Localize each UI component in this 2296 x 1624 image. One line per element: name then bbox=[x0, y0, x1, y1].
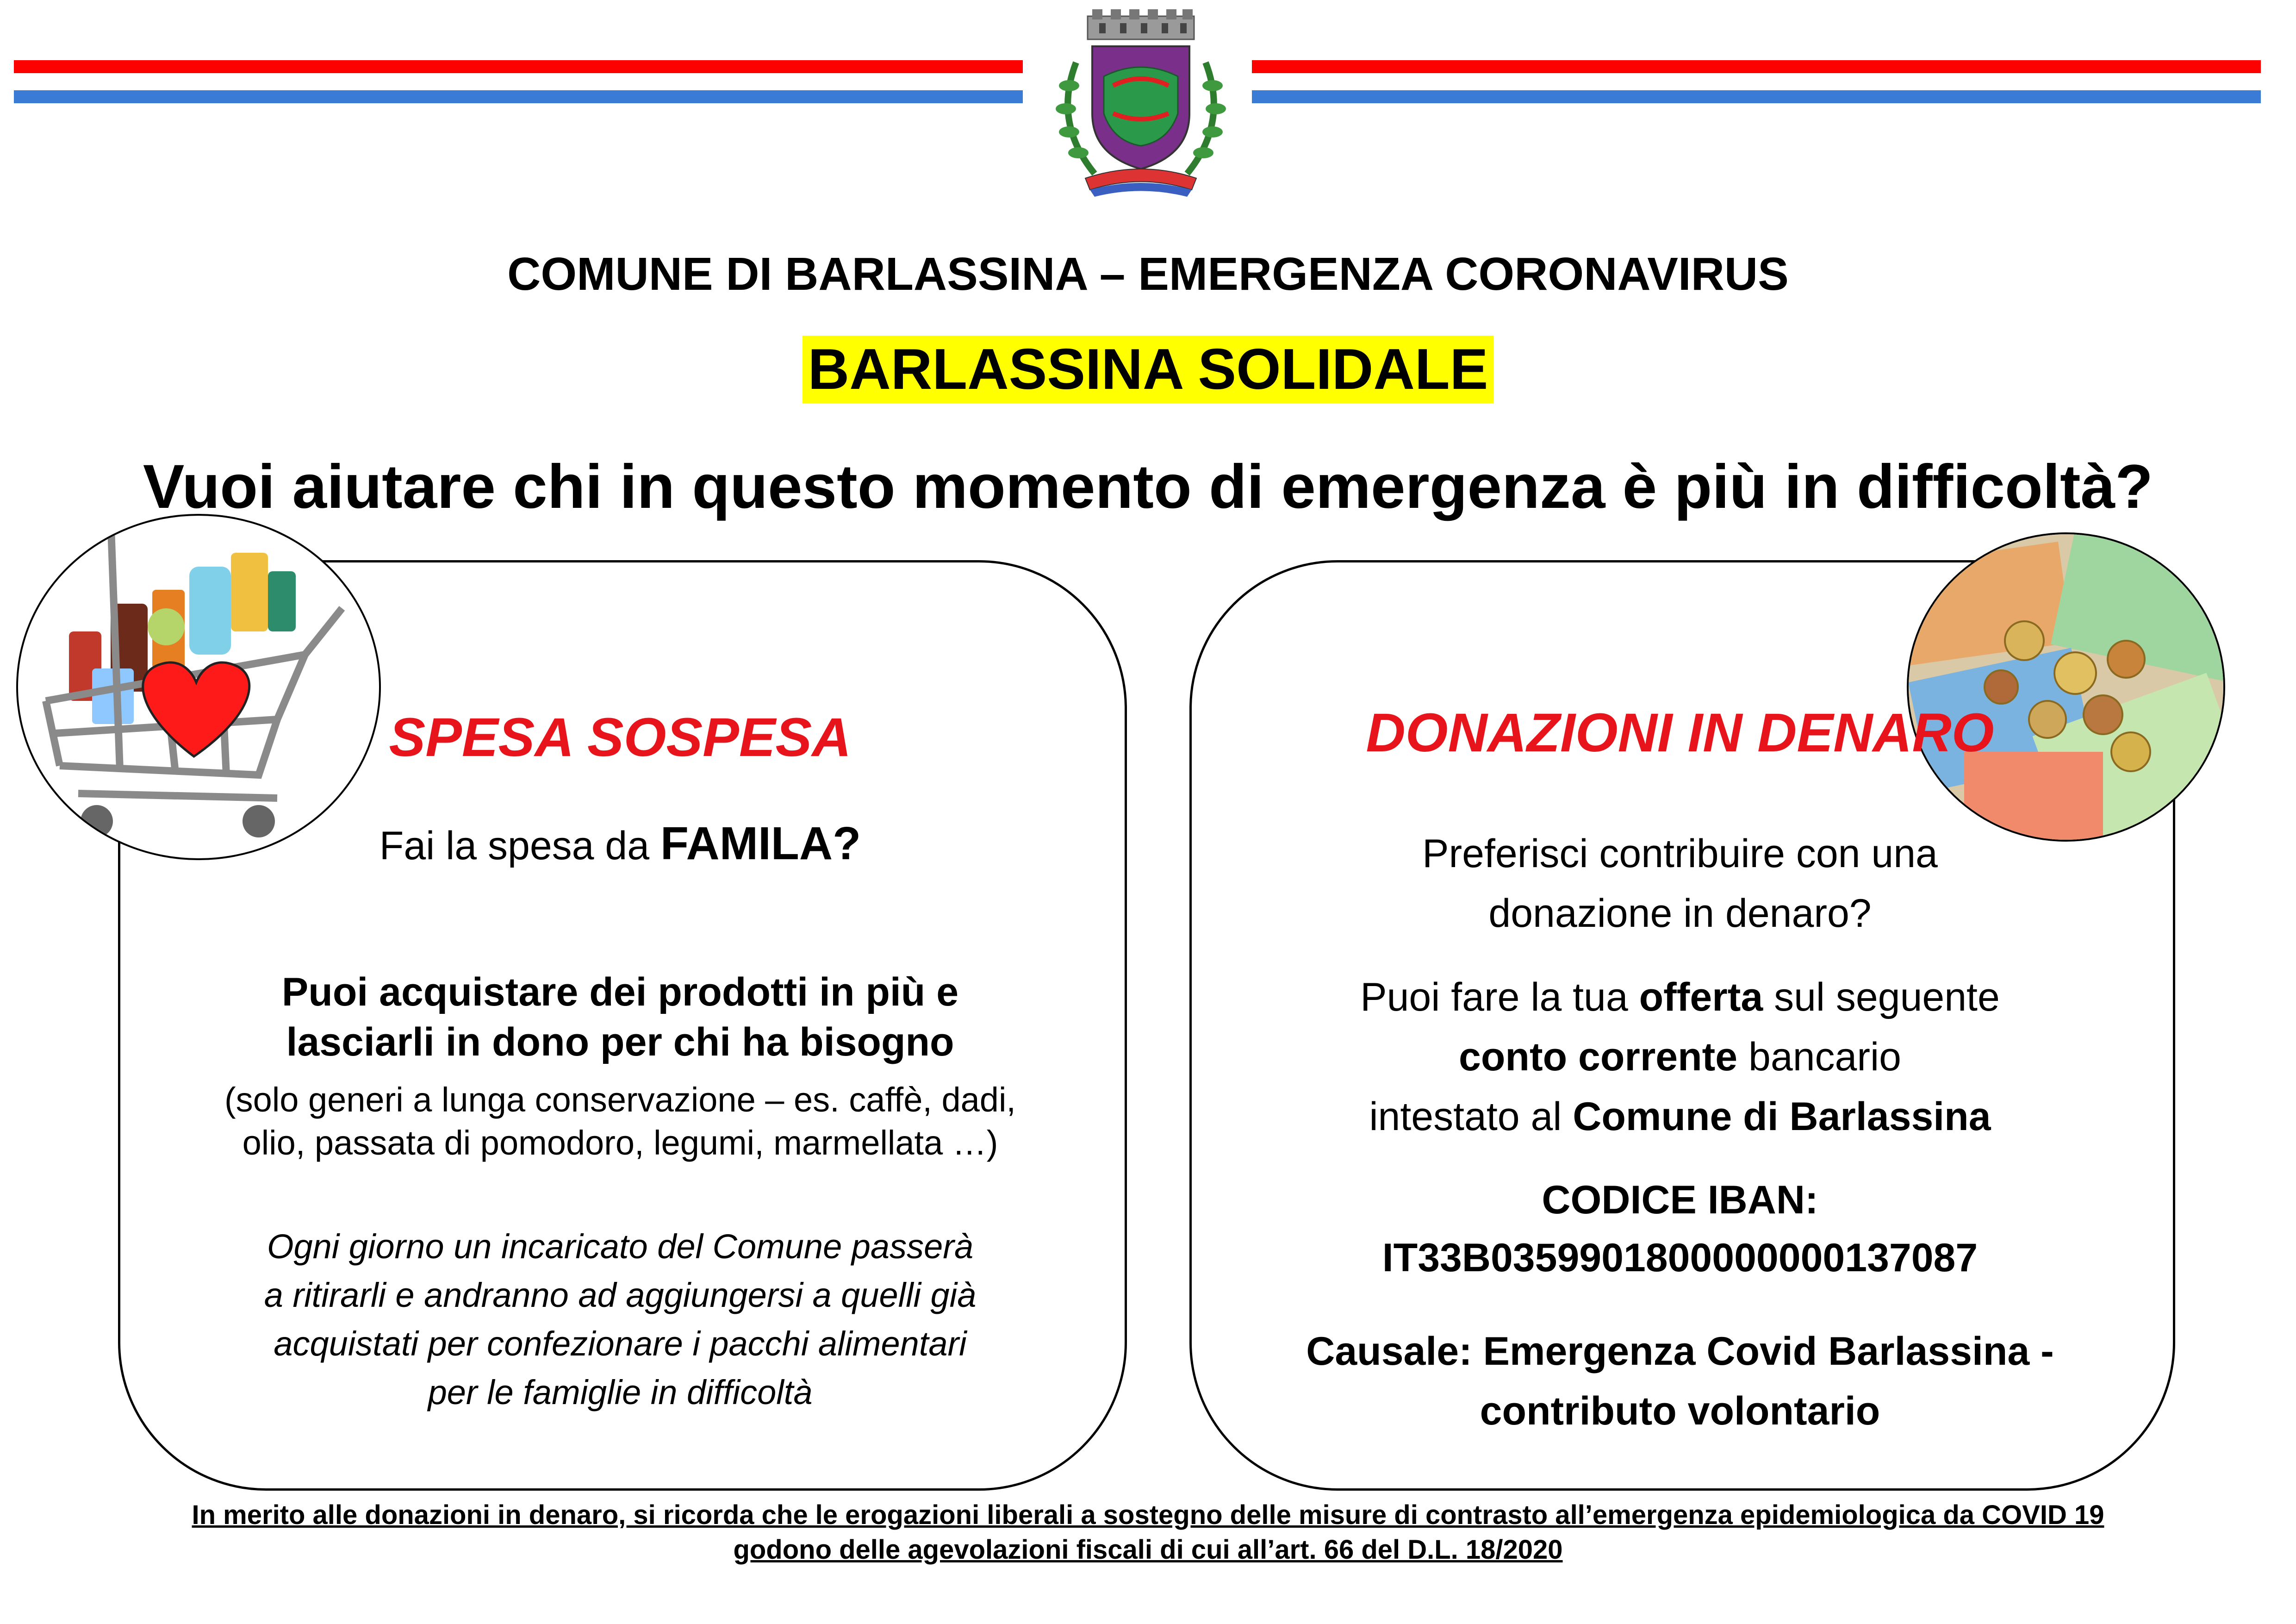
famila-store-name: FAMILA? bbox=[660, 818, 861, 869]
purchase-line-1: Puoi acquistare dei prodotti in più e bbox=[281, 970, 959, 1014]
bank-info-text: bancario bbox=[1737, 1035, 1901, 1079]
donation-question bbox=[1189, 824, 2171, 943]
stripe-blue-right bbox=[1252, 90, 2261, 103]
collection-line-1: Ogni giorno un incaricato del Comune passerà bbox=[267, 1227, 974, 1266]
tax-benefit-note bbox=[0, 1498, 2296, 1568]
shopping-cart-illustration bbox=[16, 514, 381, 860]
conto-corrente-word: conto corrente bbox=[1459, 1035, 1738, 1079]
shopping-cart-icon bbox=[18, 516, 379, 858]
famila-question bbox=[118, 815, 1122, 873]
campaign-title-wrap bbox=[0, 336, 2296, 403]
main-question: Vuoi aiutare chi in questo momento di emergenza è più in difficoltà? bbox=[143, 452, 2153, 521]
product-note-line-2: olio, passata di pomodoro, legumi, marmellata …) bbox=[242, 1123, 998, 1162]
municipal-crest-icon bbox=[1044, 7, 1238, 206]
money-illustration bbox=[1907, 532, 2225, 842]
collection-info bbox=[118, 1222, 1122, 1417]
tax-note-line-1: In merito alle donazioni in denaro, si ricorda che le erogazioni liberali a sostegno delle misure di contrasto all’emergenza epidemiologica da COVID 19 bbox=[192, 1500, 2104, 1530]
stripe-blue-left bbox=[14, 90, 1023, 103]
offerta-word: offerta bbox=[1639, 975, 1763, 1019]
donation-question-line-1: Preferisci contribuire con una bbox=[1422, 831, 1938, 876]
tax-note-line-2: godono delle agevolazioni fiscali di cui all’art. 66 del D.L. 18/2020 bbox=[733, 1535, 1563, 1565]
bank-account-info bbox=[1189, 968, 2171, 1147]
comune-name: Comune di Barlassina bbox=[1573, 1094, 1991, 1139]
bank-info-line-2 bbox=[1189, 1027, 2171, 1087]
iban-value: IT33B0359901800000000137087 bbox=[1382, 1235, 1978, 1280]
collection-line-3: acquistati per confezionare i pacchi alimentari bbox=[274, 1324, 967, 1363]
stripe-red-left bbox=[14, 60, 1023, 73]
donation-question-line-2: donazione in denaro? bbox=[1488, 891, 1872, 936]
purchase-line-2: lasciarli in dono per chi ha bisogno bbox=[286, 1019, 954, 1064]
stripe-red-right bbox=[1252, 60, 2261, 73]
collection-line-2: a ritirarli e andranno ad aggiungersi a quelli già bbox=[264, 1276, 977, 1315]
causale-line-2: contributo volontario bbox=[1480, 1389, 1880, 1433]
famila-question-prefix: Fai la spesa da bbox=[379, 824, 660, 868]
product-note-line-1: (solo generi a lunga conservazione – es. caffè, dadi, bbox=[224, 1081, 1016, 1119]
collection-line-4: per le famiglie in difficoltà bbox=[428, 1373, 813, 1412]
bank-info-text: Puoi fare la tua bbox=[1360, 975, 1639, 1019]
iban-block bbox=[1189, 1171, 2171, 1287]
campaign-title: BARLASSINA SOLIDALE bbox=[803, 336, 1494, 403]
page-title: COMUNE DI BARLASSINA – EMERGENZA CORONAVIRUS bbox=[507, 248, 1789, 300]
purchase-instructions bbox=[118, 968, 1122, 1067]
bank-info-text: intestato al bbox=[1369, 1094, 1573, 1139]
bank-info-line-1 bbox=[1189, 968, 2171, 1027]
spesa-sospesa-title: SPESA SOSPESA bbox=[389, 707, 852, 768]
product-note bbox=[118, 1079, 1122, 1164]
bank-info-line-3 bbox=[1189, 1087, 2171, 1147]
iban-label: CODICE IBAN: bbox=[1542, 1178, 1818, 1222]
euro-money-icon bbox=[1909, 534, 2223, 840]
causale-block bbox=[1189, 1322, 2171, 1441]
bank-info-text: sul seguente bbox=[1763, 975, 2000, 1019]
causale-line-1: Causale: Emergenza Covid Barlassina - bbox=[1306, 1329, 2054, 1374]
donazioni-title: DONAZIONI IN DENARO bbox=[1366, 702, 1994, 763]
